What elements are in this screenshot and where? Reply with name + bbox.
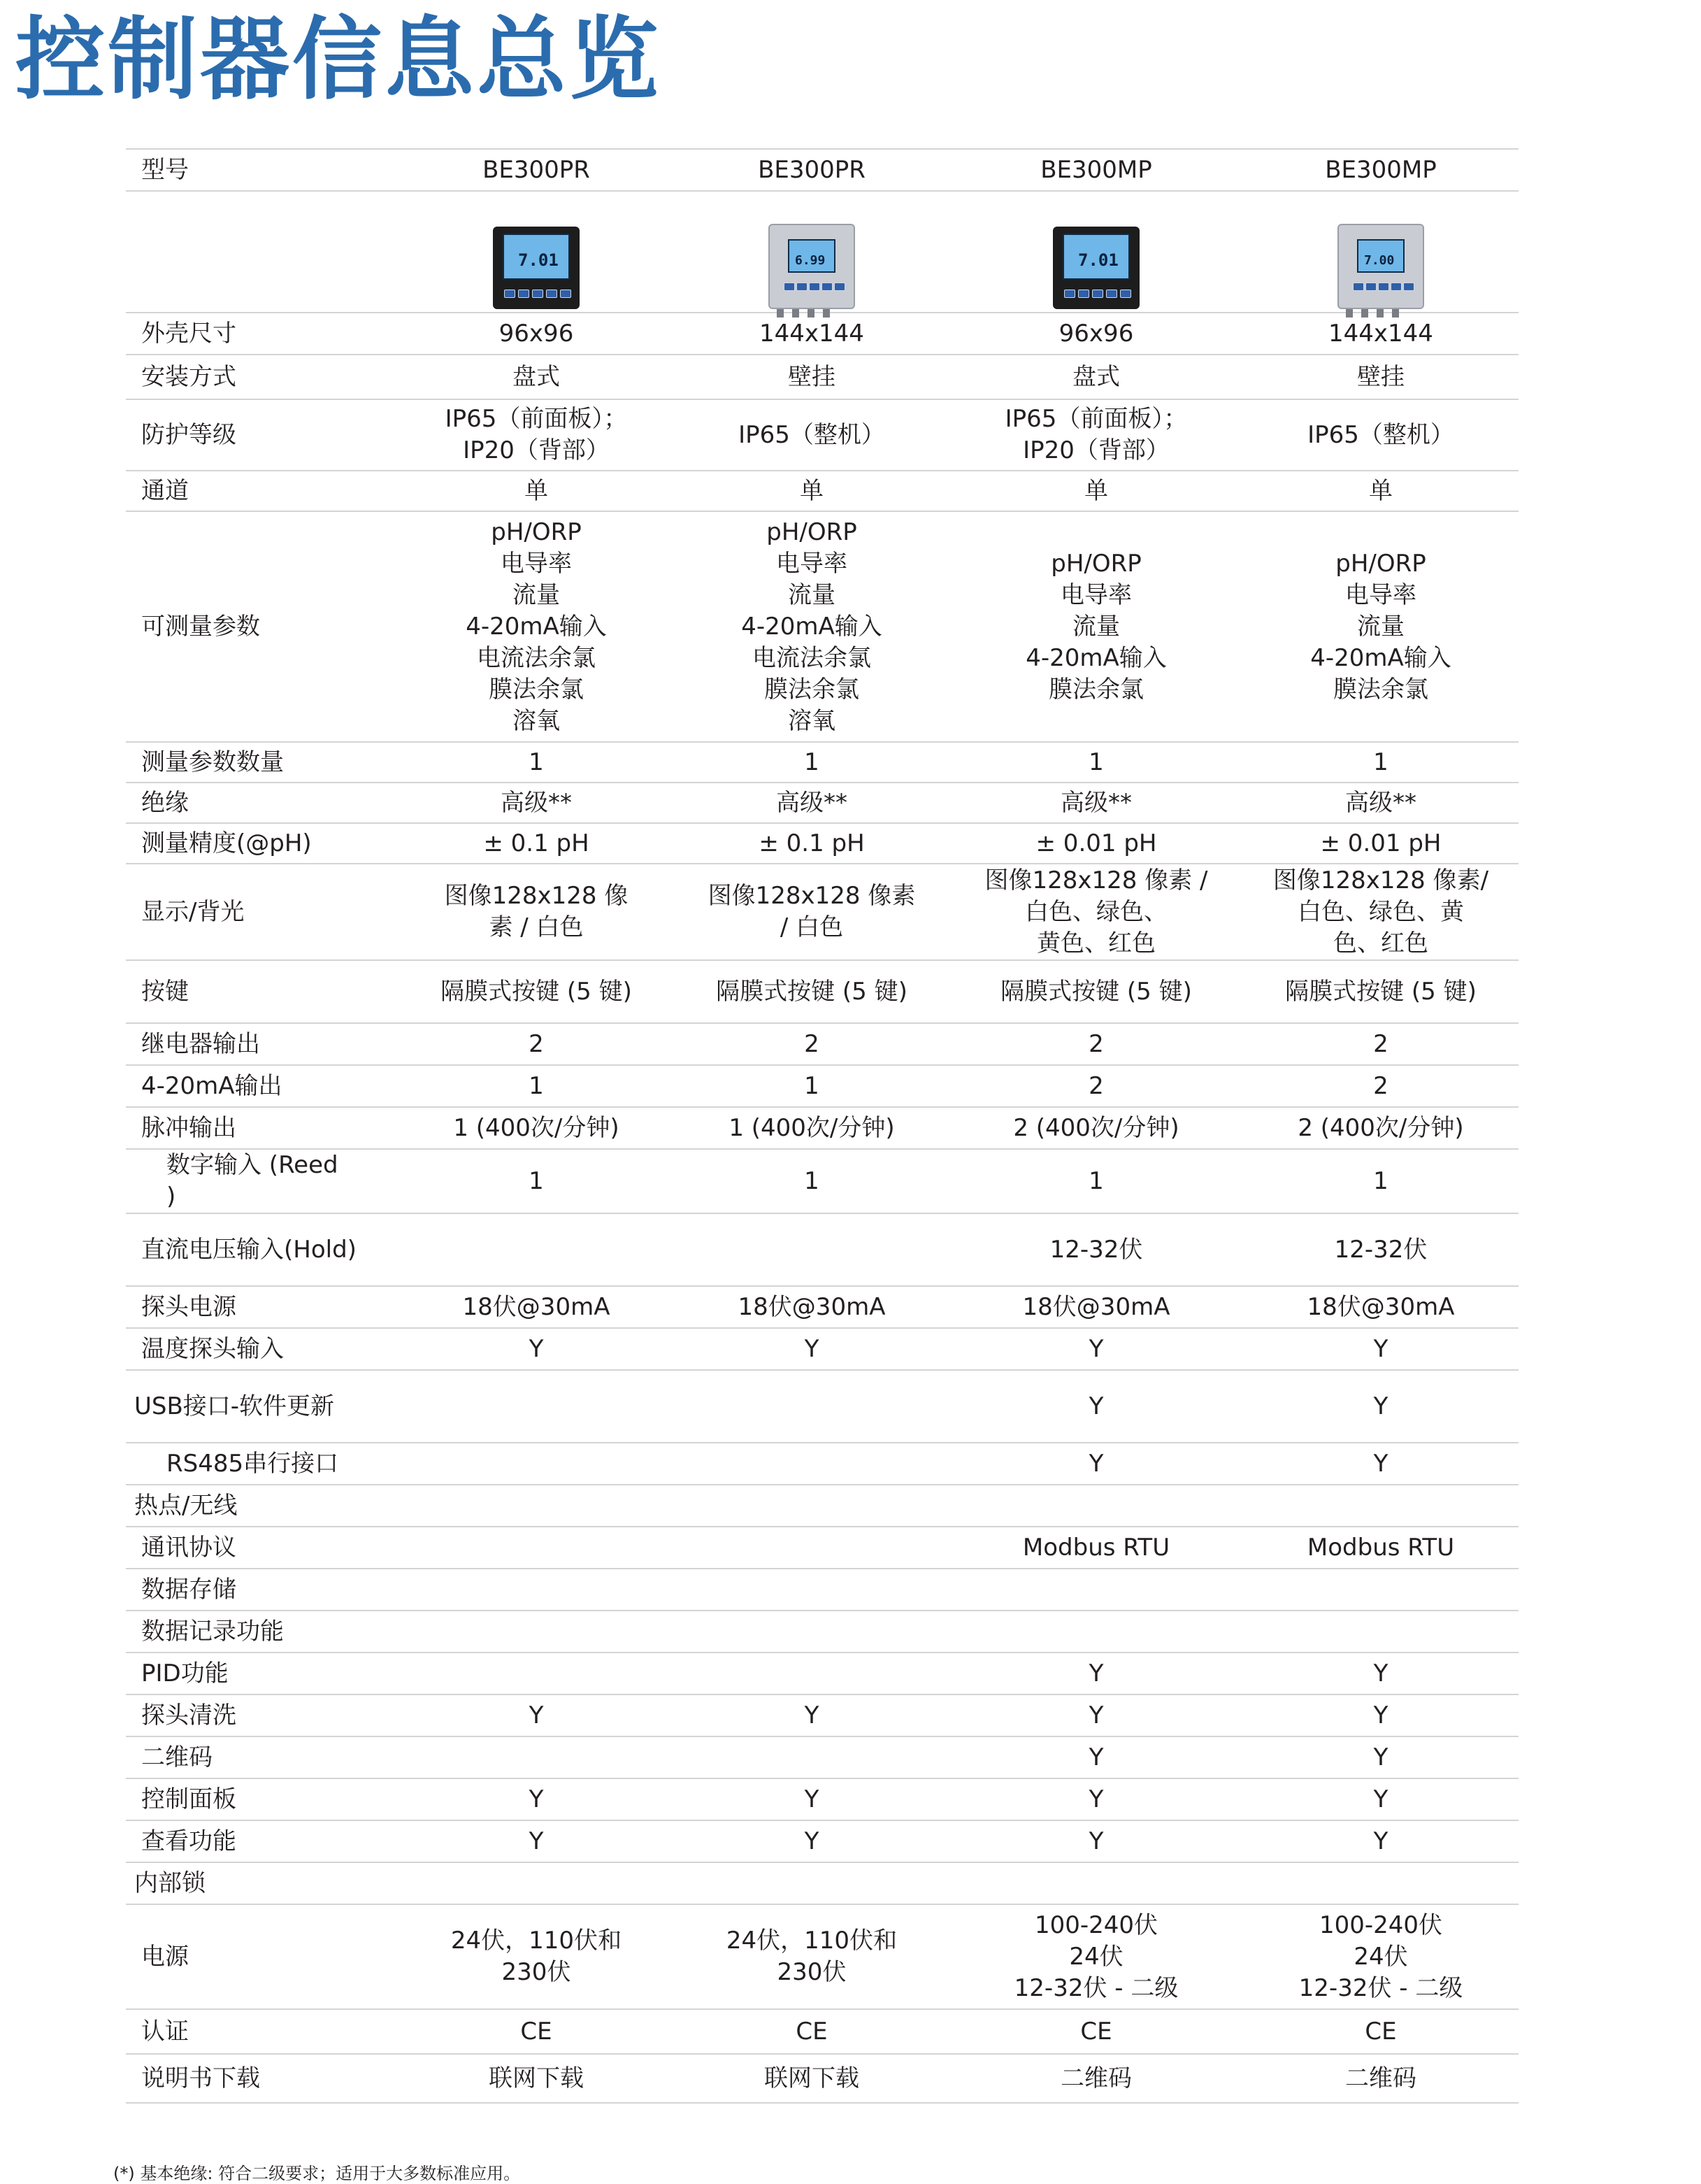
spec-cell: 1 (400次/分钟) <box>674 1107 949 1149</box>
spec-cell: pH/ORP 电导率 流量 4-20mA输入 电流法余氯 膜法余氯 溶氧 <box>674 511 949 742</box>
spec-cell: Y <box>949 1820 1243 1862</box>
spec-cell <box>949 1862 1243 1904</box>
spec-cell: pH/ORP 电导率 流量 4-20mA输入 膜法余氯 <box>1243 511 1519 742</box>
spec-cell: CE <box>399 2009 674 2054</box>
wall-mount-controller-image <box>768 224 855 312</box>
spec-row <box>126 1328 1519 1370</box>
spec-cell: 联网下载 <box>399 2054 674 2103</box>
spec-cell: Y <box>949 1653 1243 1694</box>
spec-row-label: 数字输入 (Reed ) <box>126 1149 399 1213</box>
model-row <box>126 149 1519 191</box>
spec-cell: 144x144 <box>1243 313 1519 355</box>
spec-row <box>126 1443 1519 1485</box>
spec-cell <box>674 1862 949 1904</box>
spec-cell: 12-32伏 <box>1243 1213 1519 1286</box>
spec-cell: 图像128x128 像 素 / 白色 <box>399 864 674 960</box>
spec-cell <box>674 1653 949 1694</box>
spec-cell: Y <box>1243 1443 1519 1485</box>
spec-cell: 二维码 <box>1243 2054 1519 2103</box>
spec-row-label: 通讯协议 <box>126 1527 399 1569</box>
spec-cell: IP65（整机） <box>1243 399 1519 471</box>
spec-row <box>126 313 1519 355</box>
spec-cell: CE <box>949 2009 1243 2054</box>
spec-cell: 高级** <box>949 783 1243 823</box>
spec-row <box>126 1149 1519 1213</box>
spec-cell: Y <box>1243 1370 1519 1443</box>
spec-cell: pH/ORP 电导率 流量 4-20mA输入 电流法余氯 膜法余氯 溶氧 <box>399 511 674 742</box>
spec-row <box>126 1023 1519 1065</box>
spec-cell: ± 0.01 pH <box>1243 823 1519 864</box>
image-row <box>126 191 1519 313</box>
panel-mount-controller-image <box>493 227 580 309</box>
spec-row-label: 热点/无线 <box>126 1485 399 1527</box>
spec-cell: 144x144 <box>674 313 949 355</box>
spec-cell: Y <box>1243 1778 1519 1820</box>
spec-cell <box>399 1485 674 1527</box>
spec-cell: Y <box>949 1694 1243 1736</box>
model-name: BE300MP <box>1243 149 1519 191</box>
spec-cell: 盘式 <box>399 355 674 399</box>
spec-cell <box>674 1370 949 1443</box>
spec-cell: 1 <box>949 1149 1243 1213</box>
spec-row <box>126 1485 1519 1527</box>
spec-row <box>126 1286 1519 1328</box>
spec-cell: 2 <box>1243 1023 1519 1065</box>
spec-row <box>126 1862 1519 1904</box>
spec-cell: 24伏，110伏和 230伏 <box>674 1904 949 2009</box>
spec-row <box>126 1736 1519 1778</box>
spec-row-label: 防护等级 <box>126 399 399 471</box>
spec-cell: IP65（前面板）； IP20（背部） <box>949 399 1243 471</box>
spec-row-label: 内部锁 <box>126 1862 399 1904</box>
spec-cell: 盘式 <box>949 355 1243 399</box>
spec-row <box>126 1213 1519 1286</box>
spec-row <box>126 742 1519 783</box>
spec-row <box>126 1778 1519 1820</box>
spec-cell: 2 (400次/分钟) <box>949 1107 1243 1149</box>
spec-cell: CE <box>1243 2009 1519 2054</box>
spec-cell: Y <box>399 1820 674 1862</box>
spec-row <box>126 960 1519 1023</box>
spec-cell: 12-32伏 <box>949 1213 1243 1286</box>
spec-cell: Y <box>399 1778 674 1820</box>
spec-row <box>126 1904 1519 2009</box>
spec-cell: ± 0.01 pH <box>949 823 1243 864</box>
spec-cell: Y <box>949 1778 1243 1820</box>
spec-row <box>126 1107 1519 1149</box>
spec-cell: 二维码 <box>949 2054 1243 2103</box>
spec-cell <box>674 1485 949 1527</box>
spec-cell: Y <box>1243 1820 1519 1862</box>
spec-cell: IP65（整机） <box>674 399 949 471</box>
spec-cell: 隔膜式按键 (5 键) <box>949 960 1243 1023</box>
spec-cell: 单 <box>949 471 1243 511</box>
spec-cell <box>674 1736 949 1778</box>
spec-cell: 96x96 <box>949 313 1243 355</box>
spec-cell <box>674 1527 949 1569</box>
spec-cell: 1 <box>399 1065 674 1107</box>
spec-row-label: 外壳尺寸 <box>126 313 399 355</box>
spec-cell: 联网下载 <box>674 2054 949 2103</box>
device-image-cell <box>674 191 949 313</box>
spec-row-label: 可测量参数 <box>126 511 399 742</box>
spec-cell <box>399 1370 674 1443</box>
spec-cell: 1 <box>674 1065 949 1107</box>
spec-row <box>126 1370 1519 1443</box>
spec-row-label: 认证 <box>126 2009 399 2054</box>
spec-cell: 18伏@30mA <box>399 1286 674 1328</box>
spec-cell: 高级** <box>674 783 949 823</box>
spec-cell <box>399 1527 674 1569</box>
wall-mount-controller-image <box>1337 224 1424 312</box>
spec-cell <box>1243 1611 1519 1653</box>
spec-cell <box>399 1862 674 1904</box>
spec-cell: 壁挂 <box>674 355 949 399</box>
spec-cell: 隔膜式按键 (5 键) <box>674 960 949 1023</box>
spec-row <box>126 2009 1519 2054</box>
spec-row <box>126 1527 1519 1569</box>
device-reading: 7.01 <box>518 250 559 270</box>
spec-row <box>126 511 1519 742</box>
spec-cell: 18伏@30mA <box>674 1286 949 1328</box>
spec-cell <box>399 1736 674 1778</box>
spec-row-label: 继电器输出 <box>126 1023 399 1065</box>
spec-row-label: USB接口-软件更新 <box>126 1370 399 1443</box>
model-name: BE300PR <box>674 149 949 191</box>
spec-row-label: 查看功能 <box>126 1820 399 1862</box>
spec-cell: 1 <box>399 1149 674 1213</box>
spec-cell: 壁挂 <box>1243 355 1519 399</box>
spec-cell: 单 <box>399 471 674 511</box>
spec-row-label: 测量精度(@pH) <box>126 823 399 864</box>
controller-spec-table <box>126 148 1519 2104</box>
spec-row-label: 4-20mA输出 <box>126 1065 399 1107</box>
spec-cell: 2 <box>949 1023 1243 1065</box>
spec-cell <box>399 1653 674 1694</box>
spec-row <box>126 471 1519 511</box>
spec-cell: Y <box>1243 1653 1519 1694</box>
spec-row <box>126 823 1519 864</box>
spec-cell: Y <box>674 1778 949 1820</box>
spec-row-label: 测量参数数量 <box>126 742 399 783</box>
page-title: 控制器信息总览 <box>15 8 662 112</box>
spec-row-label: 说明书下载 <box>126 2054 399 2103</box>
spec-cell: 图像128x128 像素 / 白色、绿色、 黄色、红色 <box>949 864 1243 960</box>
spec-row-label: PID功能 <box>126 1653 399 1694</box>
spec-row <box>126 2054 1519 2103</box>
spec-row <box>126 1569 1519 1611</box>
spec-row-label: 探头清洗 <box>126 1694 399 1736</box>
spec-row <box>126 1694 1519 1736</box>
spec-cell: Y <box>674 1820 949 1862</box>
spec-row-label: 脉冲输出 <box>126 1107 399 1149</box>
spec-cell: CE <box>674 2009 949 2054</box>
spec-cell: Y <box>399 1694 674 1736</box>
spec-cell: 1 <box>399 742 674 783</box>
spec-row <box>126 783 1519 823</box>
spec-cell: 单 <box>1243 471 1519 511</box>
spec-cell: 2 <box>1243 1065 1519 1107</box>
spec-cell <box>674 1213 949 1286</box>
spec-cell: Y <box>674 1328 949 1370</box>
spec-cell: Y <box>949 1443 1243 1485</box>
device-reading: 7.01 <box>1078 250 1119 270</box>
spec-cell: Y <box>949 1370 1243 1443</box>
spec-cell: 1 (400次/分钟) <box>399 1107 674 1149</box>
spec-row <box>126 1065 1519 1107</box>
spec-cell: 2 (400次/分钟) <box>1243 1107 1519 1149</box>
spec-cell: 1 <box>1243 742 1519 783</box>
spec-cell: 96x96 <box>399 313 674 355</box>
spec-cell: 100-240伏 24伏 12-32伏 - 二级 <box>949 1904 1243 2009</box>
spec-cell: 隔膜式按键 (5 键) <box>399 960 674 1023</box>
panel-mount-controller-image <box>1053 227 1140 309</box>
spec-cell <box>1243 1485 1519 1527</box>
spec-cell: 100-240伏 24伏 12-32伏 - 二级 <box>1243 1904 1519 2009</box>
spec-cell: Y <box>949 1736 1243 1778</box>
spec-cell <box>399 1213 674 1286</box>
spec-cell: 高级** <box>399 783 674 823</box>
spec-row <box>126 355 1519 399</box>
spec-cell: 单 <box>674 471 949 511</box>
spec-cell: Modbus RTU <box>1243 1527 1519 1569</box>
spec-row-label: 控制面板 <box>126 1778 399 1820</box>
spec-cell <box>949 1611 1243 1653</box>
spec-cell <box>674 1569 949 1611</box>
spec-cell <box>949 1485 1243 1527</box>
spec-row <box>126 399 1519 471</box>
spec-row-label: 数据记录功能 <box>126 1611 399 1653</box>
device-image-cell <box>1243 191 1519 313</box>
spec-row <box>126 1820 1519 1862</box>
model-header-label: 型号 <box>126 149 399 191</box>
spec-row-label: 安装方式 <box>126 355 399 399</box>
image-row-label <box>126 191 399 313</box>
spec-cell: 1 <box>1243 1149 1519 1213</box>
spec-cell <box>399 1443 674 1485</box>
spec-row-label: 二维码 <box>126 1736 399 1778</box>
model-name: BE300MP <box>949 149 1243 191</box>
spec-cell: 2 <box>949 1065 1243 1107</box>
spec-cell: 隔膜式按键 (5 键) <box>1243 960 1519 1023</box>
spec-cell: 高级** <box>1243 783 1519 823</box>
spec-cell: Y <box>674 1694 949 1736</box>
spec-row-label: 通道 <box>126 471 399 511</box>
spec-cell <box>949 1569 1243 1611</box>
footnote: (*) 基本绝缘: 符合二级要求；适用于大多数标准应用。 <box>113 2164 521 2183</box>
spec-cell: 18伏@30mA <box>949 1286 1243 1328</box>
spec-cell <box>674 1443 949 1485</box>
spec-cell: Y <box>1243 1694 1519 1736</box>
spec-row-label: 探头电源 <box>126 1286 399 1328</box>
spec-cell: 2 <box>674 1023 949 1065</box>
spec-cell <box>674 1611 949 1653</box>
spec-row-label: 按键 <box>126 960 399 1023</box>
device-image-cell <box>399 191 674 313</box>
model-name: BE300PR <box>399 149 674 191</box>
spec-cell: 1 <box>949 742 1243 783</box>
spec-row <box>126 864 1519 960</box>
spec-cell: Y <box>399 1328 674 1370</box>
device-reading: 6.99 <box>795 252 826 268</box>
spec-cell <box>399 1569 674 1611</box>
spec-cell: pH/ORP 电导率 流量 4-20mA输入 膜法余氯 <box>949 511 1243 742</box>
spec-row-label: 显示/背光 <box>126 864 399 960</box>
spec-row-label: 温度探头输入 <box>126 1328 399 1370</box>
spec-cell: 18伏@30mA <box>1243 1286 1519 1328</box>
spec-cell <box>1243 1862 1519 1904</box>
spec-cell: ± 0.1 pH <box>399 823 674 864</box>
spec-cell: Y <box>1243 1328 1519 1370</box>
spec-cell: 2 <box>399 1023 674 1065</box>
device-reading: 7.00 <box>1364 252 1395 268</box>
spec-cell <box>399 1611 674 1653</box>
spec-cell: Y <box>1243 1736 1519 1778</box>
spec-row <box>126 1653 1519 1694</box>
spec-cell: 图像128x128 像素/ 白色、绿色、黄 色、红色 <box>1243 864 1519 960</box>
spec-row-label: 电源 <box>126 1904 399 2009</box>
spec-cell: Modbus RTU <box>949 1527 1243 1569</box>
spec-cell: ± 0.1 pH <box>674 823 949 864</box>
spec-cell: 1 <box>674 1149 949 1213</box>
spec-cell: IP65（前面板）； IP20（背部） <box>399 399 674 471</box>
spec-cell: Y <box>949 1328 1243 1370</box>
spec-cell: 图像128x128 像素 / 白色 <box>674 864 949 960</box>
spec-row-label: 直流电压输入(Hold) <box>126 1213 399 1286</box>
spec-cell: 1 <box>674 742 949 783</box>
spec-row-label: RS485串行接口 <box>126 1443 399 1485</box>
spec-cell: 24伏，110伏和 230伏 <box>399 1904 674 2009</box>
spec-row-label: 绝缘 <box>126 783 399 823</box>
spec-row <box>126 1611 1519 1653</box>
spec-row-label: 数据存储 <box>126 1569 399 1611</box>
spec-rows <box>126 313 1519 2103</box>
device-image-cell <box>949 191 1243 313</box>
spec-cell <box>1243 1569 1519 1611</box>
